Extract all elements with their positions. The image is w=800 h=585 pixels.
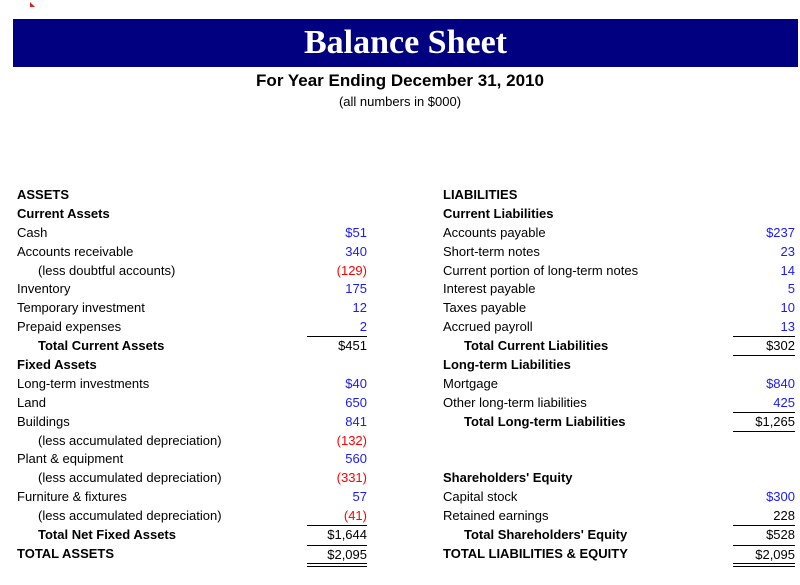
row-value: 13 bbox=[733, 318, 795, 337]
row-label: Taxes payable bbox=[443, 300, 527, 316]
row-value: 425 bbox=[733, 394, 795, 413]
row-value: 175 bbox=[345, 281, 367, 297]
row-label: Accrued payroll bbox=[443, 319, 533, 335]
table-row bbox=[17, 507, 367, 526]
row-value: (331) bbox=[336, 470, 367, 486]
row-label: Accounts receivable bbox=[17, 243, 134, 259]
row-label: Temporary investment bbox=[17, 300, 145, 316]
report-period: For Year Ending December 31, 2010 bbox=[256, 71, 544, 90]
row-label: Plant & equipment bbox=[17, 451, 124, 467]
row-label: Prepaid expenses bbox=[17, 319, 122, 335]
row-label: (less accumulated depreciation) bbox=[38, 470, 222, 486]
row-value: (41) bbox=[307, 507, 367, 526]
grand-total-label: TOTAL LIABILITIES & EQUITY bbox=[443, 545, 628, 561]
row-value: 340 bbox=[345, 243, 367, 259]
equity-heading: Shareholders' Equity bbox=[443, 470, 573, 486]
row-value: $840 bbox=[766, 375, 795, 391]
row-label: Long-term investments bbox=[17, 375, 150, 391]
long-term-liabilities-heading: Long-term Liabilities bbox=[443, 357, 571, 373]
current-assets-heading-row bbox=[17, 205, 367, 224]
table-row bbox=[17, 318, 367, 337]
row-label: Mortgage bbox=[443, 375, 498, 391]
table-row bbox=[17, 450, 367, 469]
table-row bbox=[17, 432, 367, 451]
table-row bbox=[443, 262, 795, 281]
current-liabilities-heading-row bbox=[443, 205, 795, 224]
row-value: $40 bbox=[345, 375, 367, 391]
row-value: $51 bbox=[345, 224, 367, 240]
red-corner-mark bbox=[30, 2, 35, 7]
fixed-assets-heading: Fixed Assets bbox=[17, 357, 97, 373]
grand-total-value: $2,095 bbox=[733, 545, 795, 564]
total-row bbox=[17, 526, 367, 545]
title-banner bbox=[13, 19, 798, 67]
table-row bbox=[443, 280, 795, 299]
total-row bbox=[443, 337, 795, 356]
table-row bbox=[443, 488, 795, 507]
total-value: $1,265 bbox=[733, 413, 795, 432]
grand-total-label: TOTAL ASSETS bbox=[17, 545, 115, 561]
table-row bbox=[17, 243, 367, 262]
table-row bbox=[443, 394, 795, 413]
row-value: 10 bbox=[780, 300, 795, 316]
table-row bbox=[443, 243, 795, 262]
row-label: Retained earnings bbox=[443, 508, 549, 524]
assets-double-underline bbox=[307, 563, 367, 567]
row-value: 560 bbox=[345, 451, 367, 467]
table-row bbox=[443, 224, 795, 243]
row-value: 57 bbox=[352, 489, 367, 505]
liabilities-heading: LIABILITIES bbox=[443, 187, 518, 202]
table-row bbox=[17, 469, 367, 488]
row-value: $300 bbox=[766, 489, 795, 505]
table-row bbox=[443, 507, 795, 526]
table-row bbox=[17, 299, 367, 318]
table-row bbox=[17, 280, 367, 299]
row-label: Buildings bbox=[17, 413, 70, 429]
liabilities-heading-row bbox=[443, 186, 795, 205]
total-row bbox=[17, 337, 367, 356]
table-row bbox=[17, 394, 367, 413]
table-row bbox=[443, 318, 795, 337]
row-value: 14 bbox=[780, 262, 795, 278]
row-value: 650 bbox=[345, 394, 367, 410]
table-row bbox=[17, 375, 367, 394]
table-row bbox=[17, 224, 367, 243]
grand-total-row bbox=[443, 545, 795, 564]
total-label: Total Long-term Liabilities bbox=[464, 413, 626, 429]
row-value: (132) bbox=[336, 432, 367, 448]
equity-heading-row bbox=[443, 469, 795, 488]
row-label: Cash bbox=[17, 224, 48, 240]
total-label: Total Current Liabilities bbox=[464, 338, 609, 354]
page-title: Balance Sheet bbox=[303, 24, 508, 61]
total-label: Total Shareholders' Equity bbox=[464, 527, 628, 543]
row-label: Current portion of long-term notes bbox=[443, 262, 639, 278]
row-value: $237 bbox=[766, 224, 795, 240]
total-value: $302 bbox=[733, 337, 795, 356]
row-value: 228 bbox=[733, 507, 795, 526]
row-label: (less accumulated depreciation) bbox=[38, 432, 222, 448]
row-value: 841 bbox=[345, 413, 367, 429]
assets-heading: ASSETS bbox=[17, 187, 70, 202]
grand-total-row bbox=[17, 545, 367, 564]
total-value: $451 bbox=[338, 338, 367, 354]
row-value: 2 bbox=[307, 318, 367, 337]
fixed-assets-heading-row bbox=[17, 356, 367, 375]
row-label: Capital stock bbox=[443, 489, 518, 505]
row-label: Interest payable bbox=[443, 281, 536, 297]
assets-section bbox=[17, 186, 367, 564]
assets-heading-row bbox=[17, 186, 367, 205]
row-value: 23 bbox=[780, 243, 795, 259]
row-label: Accounts payable bbox=[443, 224, 546, 240]
units-note: (all numbers in $000) bbox=[338, 94, 462, 109]
row-label: (less accumulated depreciation) bbox=[38, 508, 222, 524]
row-value: 12 bbox=[352, 300, 367, 316]
spacer-row bbox=[443, 432, 795, 451]
table-row bbox=[17, 413, 367, 432]
row-label: Land bbox=[17, 394, 46, 410]
liabilities-section bbox=[443, 186, 795, 564]
row-label: (less doubtful accounts) bbox=[38, 262, 176, 278]
row-label: Inventory bbox=[17, 281, 71, 297]
total-row bbox=[443, 526, 795, 545]
row-label: Short-term notes bbox=[443, 243, 540, 259]
total-label: Total Current Assets bbox=[38, 338, 165, 354]
table-row bbox=[443, 375, 795, 394]
row-value: (129) bbox=[336, 262, 367, 278]
row-label: Other long-term liabilities bbox=[443, 394, 587, 410]
row-label: Furniture & fixtures bbox=[17, 489, 127, 505]
table-row bbox=[17, 262, 367, 281]
current-assets-heading: Current Assets bbox=[17, 205, 110, 221]
total-value: $528 bbox=[766, 527, 795, 543]
total-row bbox=[443, 413, 795, 432]
spacer-row bbox=[443, 450, 795, 469]
total-label: Total Net Fixed Assets bbox=[38, 527, 176, 543]
long-term-liabilities-heading-row bbox=[443, 356, 795, 375]
row-value: 5 bbox=[787, 281, 795, 297]
table-row bbox=[17, 488, 367, 507]
current-liabilities-heading: Current Liabilities bbox=[443, 205, 554, 221]
liabilities-double-underline bbox=[733, 563, 795, 567]
grand-total-value: $2,095 bbox=[307, 545, 367, 564]
table-row bbox=[443, 299, 795, 318]
total-value: $1,644 bbox=[327, 527, 367, 543]
